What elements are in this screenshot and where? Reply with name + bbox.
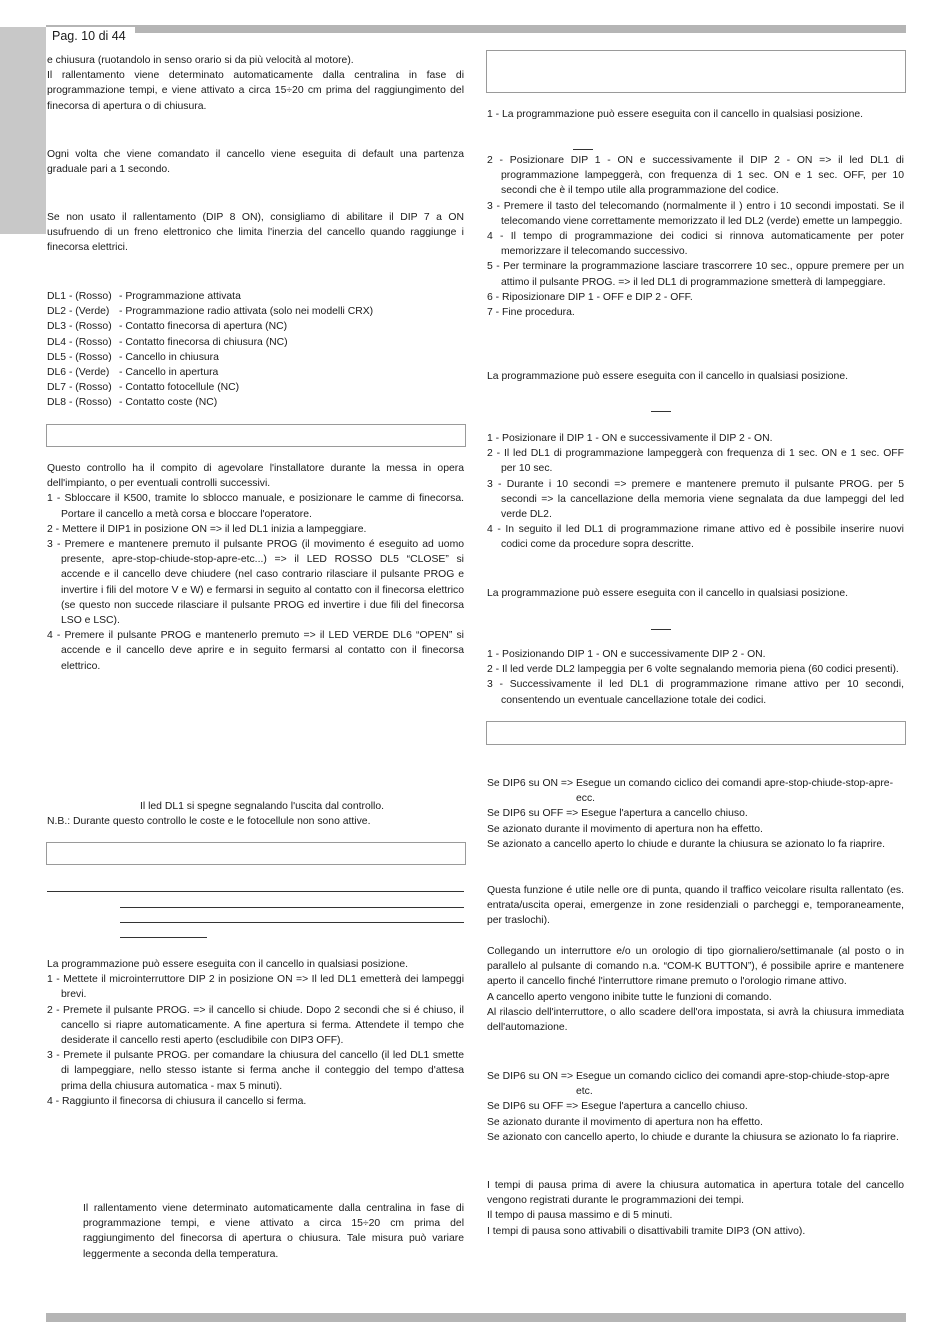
- led-desc: - Programmazione attivata: [119, 291, 241, 302]
- heading-rule: [651, 411, 671, 412]
- paragraph: Se DIP6 su ON => Esegue un comando ciclico dei comandi apre-stop-chiude-stop-apre: [487, 1071, 890, 1082]
- list-item: 2 - Mettere il DIP1 in posizione ON => il led DL1 inizia a lampeggiare.: [47, 523, 367, 535]
- paragraph: Il rallentamento viene determinato automaticamente dalla centralina in fase di programmazione tempi, e viene attivato a circa 15÷20 cm prima del raggiungimento del finecorsa di apertura o chiusura. Tale misura può variare leggermente a seconda della temperatura.: [83, 1203, 464, 1260]
- slowdown-note: [83, 1201, 464, 1262]
- section-heading-box: [46, 424, 466, 447]
- paragraph: A cancello aperto vengono inibite tutte le funzioni di comando.: [487, 991, 772, 1003]
- footer-bar: [46, 1313, 906, 1322]
- led-row: [47, 304, 464, 319]
- led-code: DL2 - (Verde): [47, 306, 110, 318]
- paragraph: Se azionato durante il movimento di apertura non ha effetto.: [487, 1116, 763, 1128]
- led-desc: - Cancello in apertura: [119, 367, 219, 379]
- led-code: DL7 - (Rosso): [47, 382, 112, 394]
- list-item: 1 - Sbloccare il K500, tramite lo sblocco manuale, e posizionare le camme di finecorsa. Portare il cancello a metà corsa e bloccare l'operatore.: [47, 493, 464, 520]
- left-block-3: [47, 210, 464, 256]
- list-item: 2 - Posizionare DIP 1 - ON e successivamente il DIP 2 - ON => il led DL1 di programmazione lampeggerà, con frequenza di 1 sec. ON e 1 sec. OFF, per 10 secondi che è il tempo utile alla programmazione del codice.: [487, 155, 904, 197]
- paragraph: Questo controllo ha il compito di agevolare l'installatore durante la messa in opera dell'impianto, o per eventuali controlli successivi.: [47, 463, 464, 490]
- paragraph: Se azionato con cancello aperto, lo chiude e durante la chiusura se azionato lo fa riaprire.: [487, 1131, 899, 1143]
- list-item: 3 - Durante i 10 secondi => premere e mantenere premuto il pulsante PROG. per 5 secondi => la cancellazione della memoria viene segnalata da due lampeggi del led verde DL2.: [487, 478, 904, 521]
- led-desc: - Contatto finecorsa di chiusura (NC): [119, 336, 288, 348]
- side-tab: [0, 27, 46, 234]
- list-item: 6 - Riposizionare DIP 1 - OFF e DIP 2 - OFF.: [487, 291, 693, 303]
- led-desc: - Contatto fotocellule (NC): [119, 382, 240, 394]
- time-programming: [47, 957, 464, 1109]
- check-section: [47, 461, 464, 674]
- list-item: 4 - Premere il pulsante PROG e mantenerlo premuto => il LED VERDE DL6 “OPEN” si accende e il cancello deve aprire e in seguito fermarsi al contatto con il finecorsa elettrico.: [47, 630, 464, 672]
- paragraph: Il rallentamento viene determinato automaticamente dalla centralina in fase di programmazione tempi, e viene attivato a circa 15÷20 cm prima del raggiungimento del finecorsa di apertura o di chiusura.: [47, 70, 464, 112]
- led-code: DL3 - (Rosso): [47, 321, 112, 333]
- led-code: DL6 - (Verde): [47, 367, 110, 379]
- led-row: [47, 350, 464, 365]
- paragraph: Se DIP6 su OFF => Esegue l'apertura a cancello chiuso.: [487, 808, 748, 820]
- cancel-programming: [487, 431, 904, 553]
- paragraph: Se DIP6 su ON => Esegue un comando ciclico dei comandi apre-stop-chiude-stop-apre-: [487, 778, 894, 789]
- section-heading-box: [486, 50, 906, 93]
- led-code: DL8 - (Rosso): [47, 397, 112, 409]
- section-heading-box: [46, 842, 466, 865]
- paragraph: Questa funzione é utile nelle ore di punta, quando il traffico veicolare risulta rallentato (es. entrata/uscita operai, emergenze in zone residenziali o parcheggi e, temporaneamente, per traslochi).: [487, 885, 904, 927]
- cancel-intro: [487, 369, 904, 384]
- heading-rule: [120, 907, 464, 908]
- pause-section: [487, 1178, 904, 1239]
- paragraph: Il tempo di pausa massimo e di 5 minuti.: [487, 1210, 673, 1222]
- list-item: 4 - Raggiunto il finecorsa di chiusura il cancello si ferma.: [47, 1095, 307, 1107]
- heading-rule: [573, 149, 593, 150]
- led-row: [47, 365, 464, 380]
- paragraph: 1 - La programmazione può essere eseguita con il cancello in qualsiasi posizione.: [487, 109, 864, 120]
- section-heading-box: [486, 721, 906, 745]
- heading-rule: [651, 629, 671, 630]
- header-bar: [46, 25, 906, 33]
- paragraph: Se azionato durante il movimento di apertura non ha effetto.: [487, 823, 763, 835]
- list-item: 3 - Premere il tasto del telecomando (normalmente il ) entro i 10 secondi impostati. Se il telecomando viene correttamente memorizzato il led DL2 (verde) emette un lampeggio.: [487, 200, 904, 227]
- led-list: [47, 289, 464, 411]
- list-item: 2 - Premete il pulsante PROG. => il cancello si chiude. Dopo 2 secondi che si é chiuso, il cancello si riapre automaticamente. A fine apertura si ferma. Attendete il tempo che desiderate il cancello resti aperto (escludibile con DIP3 OFF).: [47, 1004, 464, 1047]
- radio-programming: [487, 153, 904, 320]
- list-item: 3 - Premete il pulsante PROG. per comandare la chiusura del cancello (il led DL1 smette di lampeggiare, nello stesso istante si ferma anche il conteggio del tempo d'attesa prima della chiusura automatica - max 5 minuti).: [47, 1050, 464, 1092]
- led-code: DL5 - (Rosso): [47, 351, 112, 363]
- full-memory-intro: [487, 586, 904, 601]
- paragraph: ecc.: [576, 793, 596, 805]
- list-item: 2 - Il led DL1 di programmazione lampeggerà con frequenza di 1 sec. ON e 1 sec. OFF per 10 sec.: [487, 448, 904, 475]
- paragraph: La programmazione può essere eseguita con il cancello in qualsiasi posizione.: [47, 959, 408, 970]
- check-end: [140, 799, 464, 814]
- paragraph: La programmazione può essere eseguita con il cancello in qualsiasi posizione.: [487, 371, 848, 382]
- led-row: [47, 289, 464, 304]
- paragraph: I tempi di pausa sono attivabili o disattivabili tramite DIP3 (ON attivo).: [487, 1225, 806, 1237]
- paragraph: Il led DL1 si spegne segnalando l'uscita dal controllo.: [140, 801, 385, 812]
- left-block-1: [47, 53, 464, 114]
- led-desc: - Cancello in chiusura: [119, 351, 219, 363]
- paragraph: Collegando un interruttore e/o un orologio di tipo giornaliero/settimanale (al posto o in parallelo al pulsante di comando n.a. “COM-K BUTTON”), é possibile aprire e mantenere aperto il cancello finché l'interruttore rimane premuto o l'orologio rimane attivo.: [487, 946, 904, 988]
- led-row: [47, 319, 464, 334]
- led-desc: - Programmazione radio attivata (solo nei modelli CRX): [119, 306, 374, 318]
- list-item: 1 - Posizionare il DIP 1 - ON e successivamente il DIP 2 - ON.: [487, 433, 773, 444]
- paragraph: Se DIP6 su OFF => Esegue l'apertura a cancello chiuso.: [487, 1101, 748, 1113]
- page-number: Pag. 10 di 44: [46, 27, 135, 45]
- led-desc: - Contatto coste (NC): [119, 397, 218, 409]
- heading-rule: [47, 891, 464, 892]
- full-memory: [487, 647, 904, 708]
- radio-step-1: [487, 107, 904, 122]
- list-item: 4 - In seguito il led DL1 di programmazione rimane attivo ed è possibile inserire nuovi codici come da procedure sopra descritte.: [487, 524, 904, 551]
- paragraph: Ogni volta che viene comandato il cancello viene eseguita di default una partenza graduale pari a 1 secondo.: [47, 149, 464, 176]
- list-item: 1 - Posizionando DIP 1 - ON e successivamente DIP 2 - ON.: [487, 649, 766, 660]
- paragraph: Se azionato a cancello aperto lo chiude e durante la chiusura se azionato lo fa riaprire.: [487, 838, 885, 850]
- led-code: DL1 - (Rosso): [47, 291, 112, 302]
- paragraph: e chiusura (ruotandolo in senso orario si da più velocità al motore).: [47, 55, 354, 66]
- list-item: 2 - Il led verde DL2 lampeggia per 6 volte segnalando memoria piena (60 codici presenti).: [487, 664, 899, 676]
- paragraph: Se non usato il rallentamento (DIP 8 ON), consigliamo di abilitare il DIP 7 a ON usufruendo di un freno elettronico che limita l'inerzia del cancello quando raggiunge i finecorsa elettrici.: [47, 212, 464, 254]
- rush-hour: [487, 883, 904, 929]
- clock-section: [487, 944, 904, 1035]
- led-code: DL4 - (Rosso): [47, 336, 112, 348]
- paragraph: N.B.: Durante questo controllo le coste e le fotocellule non sono attive.: [47, 816, 371, 827]
- paragraph: etc.: [576, 1086, 593, 1098]
- led-row: [47, 395, 464, 410]
- list-item: 1 - Mettete il microinterruttore DIP 2 in posizione ON => Il led DL1 emetterà dei lampeggi brevi.: [47, 974, 464, 1001]
- list-item: 4 - Il tempo di programmazione dei codici si rinnova automaticamente per poter memorizzare il telecomando successivo.: [487, 231, 904, 258]
- dip6-section-b: [487, 1069, 904, 1145]
- heading-rule: [120, 937, 207, 938]
- list-item: 3 - Successivamente il led DL1 di programmazione rimane attivo per 10 secondi, consentendo un eventuale cancellazione totale dei codici.: [487, 679, 904, 706]
- led-row: [47, 380, 464, 395]
- dip6-section-a: [487, 776, 904, 852]
- paragraph: La programmazione può essere eseguita con il cancello in qualsiasi posizione.: [487, 588, 848, 599]
- led-row: [47, 335, 464, 350]
- led-desc: - Contatto finecorsa di apertura (NC): [119, 321, 288, 333]
- list-item: 7 - Fine procedura.: [487, 307, 575, 319]
- paragraph: Al rilascio dell'interruttore, o allo scadere dell'ora impostata, si avrà la chiusura immediata dell'automazione.: [487, 1006, 904, 1034]
- list-item: 5 - Per terminare la programmazione lasciare trascorrere 10 sec., oppure premere per un attimo il pulsante PROG. => il led DL1 di programmazione smetterà di lampeggiare.: [487, 261, 904, 288]
- paragraph: I tempi di pausa prima di avere la chiusura automatica in apertura totale del cancello vengono registrati durante le programmazioni dei tempi.: [487, 1180, 904, 1207]
- heading-rule: [120, 922, 464, 923]
- left-block-2: [47, 147, 464, 177]
- check-note: [47, 814, 464, 829]
- list-item: 3 - Premere e mantenere premuto il pulsante PROG (il movimento é eseguito ad uomo presente, apre-stop-chiude-stop-apre-etc...) => il LED ROSSO DL5 “CLOSE” si accende e il cancello deve chiudere (nel caso contrario rilasciare il pulsante PROG e invertire i fili del motore V e W) e fermarsi in seguito al contatto con il finecorsa elettrico (se questo non succede rilasciare il pulsante PROG ed invertire i due fili del finecorsa LSO e LSC).: [47, 539, 464, 627]
